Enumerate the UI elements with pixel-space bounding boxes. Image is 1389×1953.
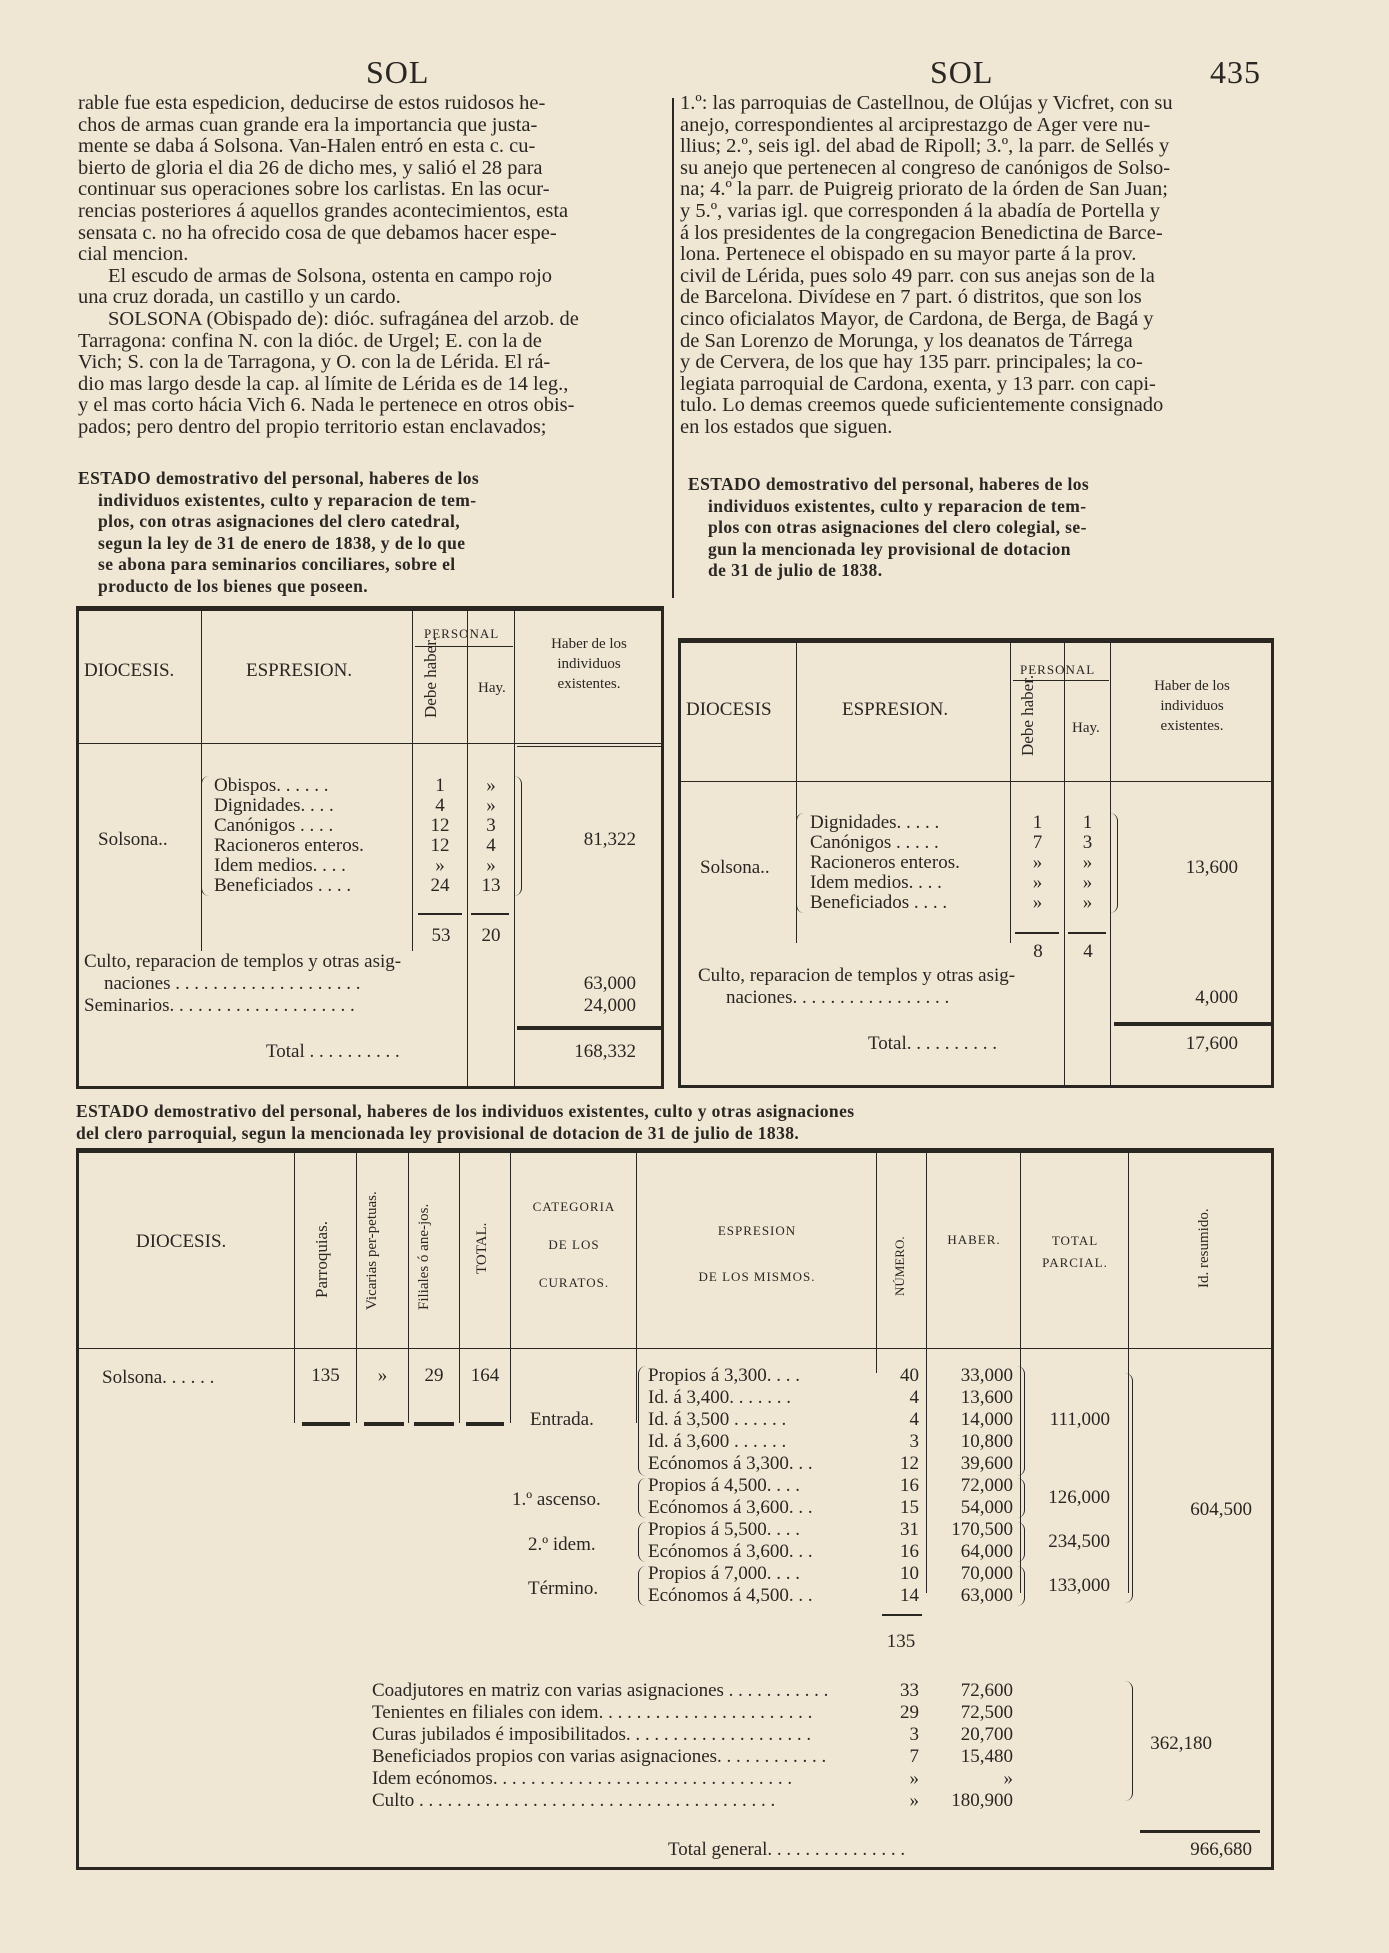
parcial-idem: 234,500 [1048, 1531, 1110, 1552]
col-line [876, 1153, 877, 1373]
header-diocesis: DIOCESIS. [84, 660, 175, 681]
extra-row-label: Culto . . . . . . . . . . . . . . . . . . . . . . . . . . . . . . . . . . . . . . [372, 1791, 776, 1811]
text-line: una cruz dorada, un castillo y un cardo. [78, 286, 401, 309]
table-top-rule [76, 1148, 1274, 1153]
text-line: chos de armas cuan grande era la importancia que justa- [78, 113, 538, 136]
culto-label: Culto, reparacion de templos y otras asig- [698, 965, 1016, 986]
header-debe-haber: Debe haber. [1018, 674, 1037, 756]
text-line: y el mas corto hácia Vich 6. Nada le pertenece en otros obis- [78, 394, 575, 417]
caption-line: del clero parroquial, segun la mencionada ley provisional de dotacion de 31 de julio de 1838. [76, 1122, 800, 1143]
header-haber [1114, 676, 1270, 736]
text-line: lona. Pertenece el obispado en su mayor parte á la prov. [680, 243, 1137, 266]
text-line: y de Cervera, de los que hay 135 parr. principales; la co- [680, 351, 1143, 374]
header-haber-line: existentes. [1160, 718, 1224, 734]
header-espresion [638, 1208, 876, 1300]
haber-value: 81,322 [583, 829, 636, 850]
row-label: Id. á 3,400. . . . . . . [648, 1387, 792, 1408]
text-line: bierto de gloria el dia 26 de dicho mes, y salió el 28 para [78, 156, 543, 179]
diocese-name: Solsona.. [700, 857, 770, 878]
text-line: rencias posteriores á aquellos grandes acontecimientos, esta [78, 199, 569, 222]
extra-row-haber: 72,600 [960, 1680, 1013, 1701]
caption-line: gun la mencionada ley provisional de dotacion [708, 538, 1071, 559]
row-numero: 14 [900, 1585, 919, 1606]
row-label: Beneficiados . . . . [810, 892, 948, 913]
col-line [510, 1153, 511, 1423]
header-diocesis: DIOCESIS. [136, 1231, 227, 1252]
extra-row-label: Curas jubilados é imposibilitados. . . . . . . . . . . . . . . . . . . . [372, 1725, 812, 1745]
row-numero: 31 [900, 1519, 919, 1540]
col-line [636, 1153, 637, 1423]
header-underline [517, 746, 661, 747]
caption-line: se abona para seminarios conciliares, sobre el [98, 554, 456, 574]
header-parroquias: Parroquias. [312, 1221, 331, 1298]
header-espresion-line: ESPRESION [717, 1223, 797, 1238]
diocese-name: Solsona. . . . . . [102, 1367, 215, 1388]
row-hay: 3 [486, 815, 496, 836]
caption-line: producto de los bienes que poseen. [98, 575, 368, 596]
row-label: Canónigos . . . . . [810, 832, 939, 853]
extra-row-label: Beneficiados propios con varias asignaciones. . . . . . . . . . . . [372, 1747, 827, 1767]
text-line: 1.º: las parroquias de Castellnou, de Olújas y Vicfret, con su [680, 92, 1173, 114]
row-label: Propios á 5,500. . . . [648, 1519, 800, 1540]
total-label: Total . . . . . . . . . . [266, 1041, 400, 1062]
header-filiales: Filiales ó ane-jos. [416, 1203, 432, 1310]
row-numero: 4 [909, 1409, 919, 1430]
caption-parroquial [76, 1101, 1276, 1144]
row-label: Id. á 3,500 . . . . . . [648, 1409, 787, 1430]
row-numero: 10 [900, 1563, 919, 1584]
header-haber [524, 634, 654, 694]
header-categoria-line: CATEGORIA [532, 1199, 616, 1214]
left-column-text [78, 93, 655, 439]
resumido-value: 604,500 [1190, 1499, 1252, 1520]
text-line: su anejo que pertenecen al congreso de canónigos de Solso- [680, 156, 1171, 179]
caption-line: plos con otras asignaciones del clero colegial, se- [708, 517, 1087, 537]
parcial-termino: 133,000 [1048, 1575, 1110, 1596]
total-rule [1114, 1022, 1271, 1026]
table-left-border [678, 638, 681, 1088]
row-label: Canónigos . . . . [214, 815, 334, 836]
right-column-text [680, 93, 1270, 439]
row-haber: 72,000 [960, 1475, 1013, 1496]
row-haber: 70,000 [960, 1563, 1013, 1584]
numero-total: 135 [886, 1631, 916, 1652]
row-label: Propios á 7,000. . . . [648, 1563, 800, 1584]
header-categoria-line: DE LOS [548, 1237, 600, 1252]
table-bottom-border [76, 1086, 664, 1089]
total-value: 164 [470, 1365, 500, 1386]
text-line: El escudo de armas de Solsona, ostenta en campo rojo [108, 264, 553, 287]
row-label: Propios á 3,300. . . . [648, 1365, 800, 1386]
header-total: TOTAL. [474, 1222, 490, 1274]
header-parcial-line: PARCIAL. [1042, 1255, 1108, 1270]
culto-label-2: naciones. . . . . . . . . . . . . . . . . [726, 987, 950, 1008]
header-personal: PERSONAL [1020, 662, 1096, 677]
header-parcial-line: TOTAL [1051, 1233, 1099, 1248]
row-numero: 16 [900, 1541, 919, 1562]
text-line: sensata c. no ha ofrecido cosa de que debamos hacer espe- [78, 221, 557, 244]
total-general-value: 966,680 [1190, 1839, 1252, 1860]
category-termino: Término. [528, 1578, 599, 1599]
header-haber-line: Haber de los [551, 636, 627, 652]
extra-row-numero: 29 [900, 1702, 919, 1723]
row-numero: 3 [909, 1431, 919, 1452]
caption-catedral [78, 468, 658, 597]
sum-debe: 8 [1033, 941, 1043, 962]
header-categoria [512, 1188, 636, 1302]
caption-line: ESTADO demostrativo del personal, haberes de los individuos existentes, culto y otras asignaciones [76, 1101, 855, 1121]
sum-rule [1015, 932, 1059, 934]
extra-row-numero: » [909, 1790, 919, 1811]
header-hay: Hay. [1072, 720, 1100, 736]
text-line: de San Lorenzo de Morunga, y los deanatos de Tárrega [680, 329, 1133, 352]
category-idem: 2.º idem. [528, 1534, 596, 1555]
text-line: á los presidentes de la congregacion Benedictina de Barce- [680, 221, 1163, 244]
table-bottom-border [678, 1085, 1274, 1088]
running-head-center: SOL [930, 54, 994, 90]
row-label: Dignidades. . . . [214, 795, 334, 816]
header-vicarias: Vicarias per-petuas. [364, 1191, 380, 1310]
sum-rule [418, 913, 462, 915]
sum-rule [364, 1422, 404, 1426]
header-bottom-rule [681, 781, 1271, 782]
caption-line: segun la ley de 31 de enero de 1838, y de lo que [98, 532, 466, 553]
row-label: Ecónomos á 4,500. . . [648, 1585, 813, 1606]
extra-row-numero: 33 [900, 1680, 919, 1701]
row-debe: 7 [1032, 832, 1043, 853]
seminarios-label: Seminarios. . . . . . . . . . . . . . . . . . . . [84, 995, 355, 1016]
text-line: SOLSONA (Obispado de): dióc. sufragánea del arzob. de [108, 307, 579, 330]
total-rule [1140, 1830, 1260, 1833]
caption-line: de 31 de julio de 1838. [708, 560, 883, 580]
text-line: mente se daba á Solsona. Van-Halen entró en esta c. cu- [78, 135, 536, 158]
running-head-left: SOL [366, 54, 430, 90]
brace [1124, 1373, 1133, 1603]
sum-rule [466, 1422, 504, 1426]
brace [201, 776, 210, 896]
text-line: continuar sus operaciones sobre los carlistas. En las ocur- [78, 178, 550, 201]
table-parroquial [76, 1148, 1274, 1870]
sum-debe: 53 [431, 925, 451, 946]
table-catedral [76, 606, 664, 1089]
header-hay: Hay. [478, 680, 506, 696]
row-numero: 16 [900, 1475, 919, 1496]
row-hay: » [1082, 892, 1093, 913]
extra-row-numero: 3 [909, 1724, 919, 1745]
row-hay: 13 [481, 875, 501, 896]
header-haber-line: Haber de los [1154, 678, 1230, 694]
row-debe: » [1032, 892, 1043, 913]
sum-hay: 4 [1083, 941, 1093, 962]
extra-row-label: Coadjutores en matriz con varias asignaciones . . . . . . . . . . . [372, 1681, 829, 1701]
text-line: legiata parroquial de Cardona, exenta, y 13 parr. con capi- [680, 372, 1156, 395]
diocese-name: Solsona.. [98, 829, 168, 850]
row-haber: 13,600 [960, 1387, 1013, 1408]
filiales-value: 29 [424, 1365, 444, 1386]
row-numero: 40 [900, 1365, 919, 1386]
row-hay: 1 [1082, 812, 1093, 833]
header-parcial [1022, 1230, 1128, 1274]
header-debe-haber: Debe haber. [421, 636, 440, 718]
text-line: de Barcelona. Divídese en 7 part. ó distritos, que son los [680, 286, 1142, 309]
brace [796, 813, 805, 913]
row-label: Racioneros enteros. [214, 835, 364, 856]
text-line: llius; 2.º, seis igl. del abad de Ripoll; 3.º, la parr. de Sellés y [680, 135, 1170, 158]
row-haber: 54,000 [960, 1497, 1013, 1518]
row-debe: 24 [430, 875, 450, 896]
row-haber: 39,600 [960, 1453, 1013, 1474]
row-debe: » [1032, 852, 1043, 873]
table-colegial [678, 638, 1274, 1088]
header-haber-line: individuos [557, 656, 621, 672]
text-line: Vich; S. con la de Tarragona, y O. con la de Lérida. El rá- [78, 351, 551, 374]
brace [638, 1366, 647, 1476]
parroquias-value: 135 [311, 1365, 340, 1386]
row-debe: 1 [1032, 812, 1043, 833]
page-number: 435 [1210, 54, 1261, 90]
header-haber: HABER. [947, 1232, 1001, 1247]
extra-row-haber: 20,700 [960, 1724, 1013, 1745]
header-diocesis: DIOCESIS [686, 699, 772, 720]
row-label: Ecónomos á 3,600. . . [648, 1541, 813, 1562]
row-haber: 170,500 [951, 1519, 1013, 1540]
row-hay: » [1082, 852, 1093, 873]
culto-value: 63,000 [583, 973, 636, 994]
caption-line: ESTADO demostrativo del personal, haberes de los [688, 474, 1090, 494]
extra-row-label: Tenientes en filiales con idem. . . . . . . . . . . . . . . . . . . . . . . [372, 1703, 813, 1723]
text-line: cial mencion. [78, 243, 189, 266]
table-left-border [76, 606, 79, 1089]
sum-hay: 20 [481, 925, 501, 946]
extra-row-numero: » [909, 1768, 919, 1789]
extra-row-numero: 7 [909, 1746, 919, 1767]
caption-line: individuos existentes, culto y reparacion de tem- [98, 489, 477, 510]
caption-colegial [688, 474, 1270, 582]
header-haber-line: existentes. [557, 676, 621, 692]
header-personal: PERSONAL [424, 626, 500, 641]
header-bottom-rule [79, 1348, 1271, 1349]
header-espresion: ESPRESION. [842, 699, 949, 720]
row-haber: 63,000 [960, 1585, 1013, 1606]
row-haber: 14,000 [960, 1409, 1013, 1430]
text-line: tulo. Lo demas creemos quede suficientemente consignado [680, 394, 1164, 417]
sum-rule [414, 1422, 454, 1426]
culto-value: 4,000 [1195, 987, 1238, 1008]
table-right-border [1271, 1148, 1274, 1870]
row-label: Obispos. . . . . . [214, 775, 329, 796]
parcial-ascenso: 126,000 [1048, 1487, 1110, 1508]
header-bottom-rule [79, 743, 661, 744]
row-debe: » [435, 855, 445, 876]
column-divider [672, 98, 674, 598]
row-label: Beneficiados . . . . [214, 875, 352, 896]
row-debe: 1 [435, 775, 445, 796]
header-haber-line: individuos [1160, 698, 1224, 714]
row-label: Idem medios. . . . [214, 855, 346, 876]
header-resumido: Id. resumido. [1196, 1208, 1212, 1288]
caption-line: individuos existentes, culto y reparacion de tem- [708, 495, 1087, 516]
caption-line: plos, con otras asignaciones del clero catedral, [98, 511, 461, 531]
caption-line: ESTADO demostrativo del personal, haberes de los [78, 468, 480, 488]
row-label: Racioneros enteros. [810, 852, 960, 873]
row-hay: 3 [1082, 832, 1093, 853]
header-espresion: ESPRESION. [246, 660, 353, 681]
row-hay: » [1082, 872, 1093, 893]
row-hay: » [486, 775, 496, 796]
sum-rule [1068, 932, 1106, 934]
category-ascenso: 1.º ascenso. [512, 1489, 601, 1510]
haber-value: 13,600 [1185, 857, 1238, 878]
text-line: civil de Lérida, pues solo 49 parr. con sus anejas son de la [680, 264, 1155, 287]
row-label: Ecónomos á 3,300. . . [648, 1453, 813, 1474]
header-espresion-line: DE LOS MISMOS. [698, 1269, 816, 1284]
sum-rule [302, 1422, 350, 1426]
table-top-rule [678, 638, 1274, 643]
row-debe: 4 [435, 795, 445, 816]
row-label: Idem medios. . . . [810, 872, 942, 893]
total-label: Total. . . . . . . . . . [868, 1033, 998, 1054]
text-line: rable fue esta espedicion, deducirse de estos ruidosos he- [78, 92, 546, 114]
total-value: 17,600 [1185, 1033, 1238, 1054]
table-right-border [661, 606, 664, 1089]
row-hay: » [486, 795, 496, 816]
total-rule [517, 1026, 661, 1030]
row-numero: 4 [909, 1387, 919, 1408]
total-general-label: Total general. . . . . . . . . . . . . . . [668, 1839, 906, 1860]
total-value: 168,332 [574, 1041, 636, 1062]
row-haber: 64,000 [960, 1541, 1013, 1562]
brace [638, 1566, 647, 1606]
text-line: na; 4.º la parr. de Puigreig priorato de la órden de San Juan; [680, 178, 1168, 201]
vicarias-value: » [377, 1365, 388, 1386]
row-haber: 10,800 [960, 1431, 1013, 1452]
seminarios-value: 24,000 [583, 995, 636, 1016]
row-label: Ecónomos á 3,600. . . [648, 1497, 813, 1518]
text-line: Tarragona: confina N. con la dióc. de Urgel; E. con la de [78, 329, 542, 352]
table-bottom-border [76, 1867, 1274, 1870]
extra-row-label: Idem ecónomos. . . . . . . . . . . . . . . . . . . . . . . . . . . . . . . . [372, 1769, 793, 1789]
table-top-rule [76, 606, 664, 611]
row-debe: » [1032, 872, 1043, 893]
header-numero: NÚMERO. [892, 1236, 907, 1296]
row-label: Dignidades. . . . . [810, 812, 940, 833]
table-right-border [1271, 638, 1274, 1088]
text-line: anejo, correspondientes al arciprestazgo de Ager vere nu- [680, 113, 1151, 136]
brace [638, 1478, 647, 1518]
table-left-border [76, 1148, 79, 1870]
extra-row-haber: 72,500 [960, 1702, 1013, 1723]
text-line: pados; pero dentro del propio territorio estan enclavados; [78, 415, 547, 438]
row-debe: 12 [430, 835, 450, 856]
row-numero: 12 [900, 1453, 919, 1474]
row-debe: 12 [430, 815, 450, 836]
row-label: Propios á 4,500. . . . [648, 1475, 800, 1496]
extra-row-haber: 15,480 [960, 1746, 1013, 1767]
header-categoria-line: CURATOS. [538, 1275, 610, 1290]
row-hay: 4 [486, 835, 496, 856]
extra-total-value: 362,180 [1150, 1733, 1212, 1754]
text-line: cinco oficialatos Mayor, de Cardona, de Berga, de Bagá y [680, 307, 1154, 330]
sum-rule [882, 1614, 922, 1616]
culto-label-2: naciones . . . . . . . . . . . . . . . . . . . . [104, 973, 361, 994]
text-line: y 5.º, varias igl. que corresponden á la abadía de Portella y [680, 199, 1160, 222]
text-line: en los estados que siguen. [680, 415, 893, 438]
parcial-entrada: 111,000 [1049, 1409, 1110, 1430]
row-hay: » [486, 855, 496, 876]
text-line: dio mas largo desde la cap. al límite de Lérida es de 14 leg., [78, 372, 569, 395]
sum-rule [471, 913, 509, 915]
row-haber: 33,000 [960, 1365, 1013, 1386]
culto-label: Culto, reparacion de templos y otras asig- [84, 951, 402, 972]
extra-row-haber: 180,900 [951, 1790, 1013, 1811]
category-entrada: Entrada. [530, 1409, 594, 1430]
brace [638, 1522, 647, 1562]
row-label: Id. á 3,600 . . . . . . [648, 1431, 787, 1452]
row-numero: 15 [900, 1497, 919, 1518]
extra-row-haber: » [1003, 1768, 1013, 1789]
